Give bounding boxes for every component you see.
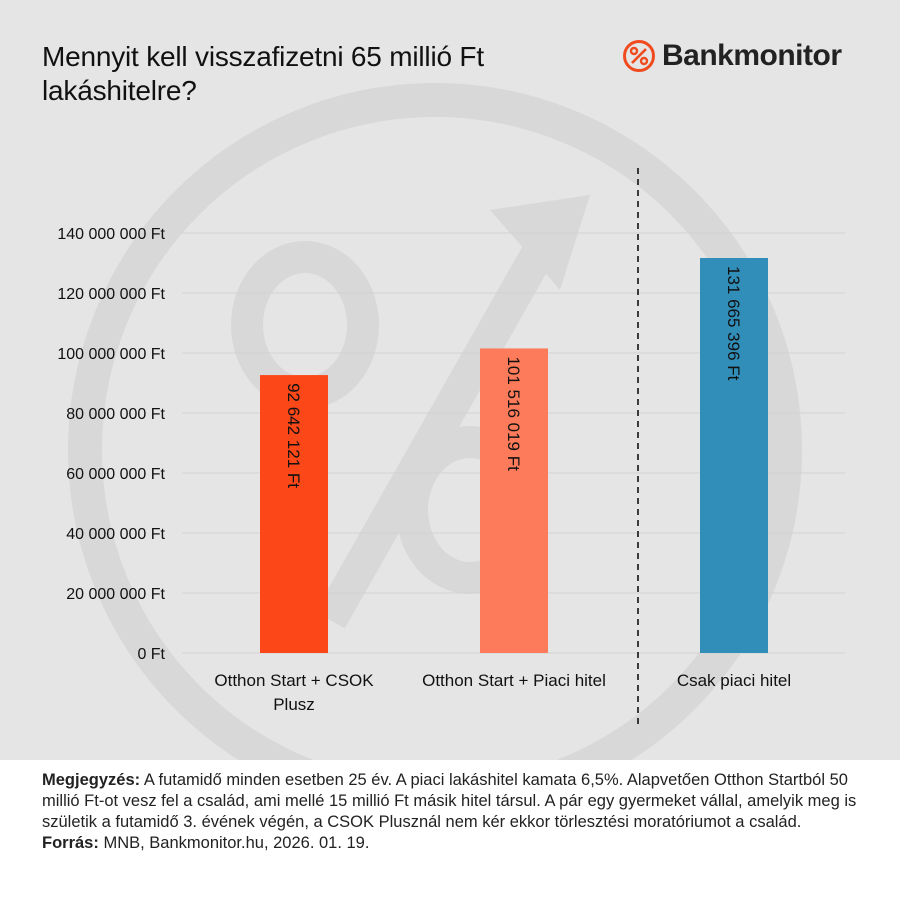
source-label: Forrás: bbox=[42, 834, 99, 852]
note-label: Megjegyzés: bbox=[42, 771, 141, 789]
y-tick-label: 0 Ft bbox=[137, 646, 165, 663]
x-tick-label: Otthon Start + CSOK Plusz bbox=[214, 671, 374, 714]
x-tick-label: Csak piaci hitel bbox=[676, 671, 792, 690]
y-tick-label: 140 000 000 Ft bbox=[57, 226, 165, 243]
note-text: A futamidő minden esetben 25 év. A piaci lakáshitel kamata 6,5%. Alapvetően Otthon Startból 50 millió Ft-ot vesz fel a család, ami mellé 15 millió Ft másik hitel társul. A pár egy gyermeket vállal, amelyik meg is születik a futamidő 3. évének végén, a CSOK Plusznál nem kér ekkor törlesztési moratóriumot a család. bbox=[42, 771, 857, 831]
y-tick-label: 120 000 000 Ft bbox=[57, 286, 165, 303]
y-tick-label: 20 000 000 Ft bbox=[66, 586, 165, 603]
data-label: 131 665 396 Ft bbox=[724, 266, 743, 381]
source-text: MNB, Bankmonitor.hu, 2026. 01. 19. bbox=[103, 834, 370, 852]
y-tick-label: 100 000 000 Ft bbox=[57, 346, 165, 363]
x-tick-label: Otthon Start + Piaci hitel bbox=[422, 671, 606, 690]
y-tick-label: 60 000 000 Ft bbox=[66, 466, 165, 483]
data-label: 92 642 121 Ft bbox=[284, 383, 303, 488]
brand-name: Bankmonitor bbox=[662, 39, 842, 72]
page-title: Mennyit kell visszafizetni 65 millió Ft lakáshitelre? bbox=[42, 41, 484, 106]
footer-note bbox=[42, 770, 862, 854]
y-tick-label: 80 000 000 Ft bbox=[66, 406, 165, 423]
data-label: 101 516 019 Ft bbox=[504, 356, 523, 471]
y-tick-label: 40 000 000 Ft bbox=[66, 526, 165, 543]
footer bbox=[0, 760, 900, 900]
